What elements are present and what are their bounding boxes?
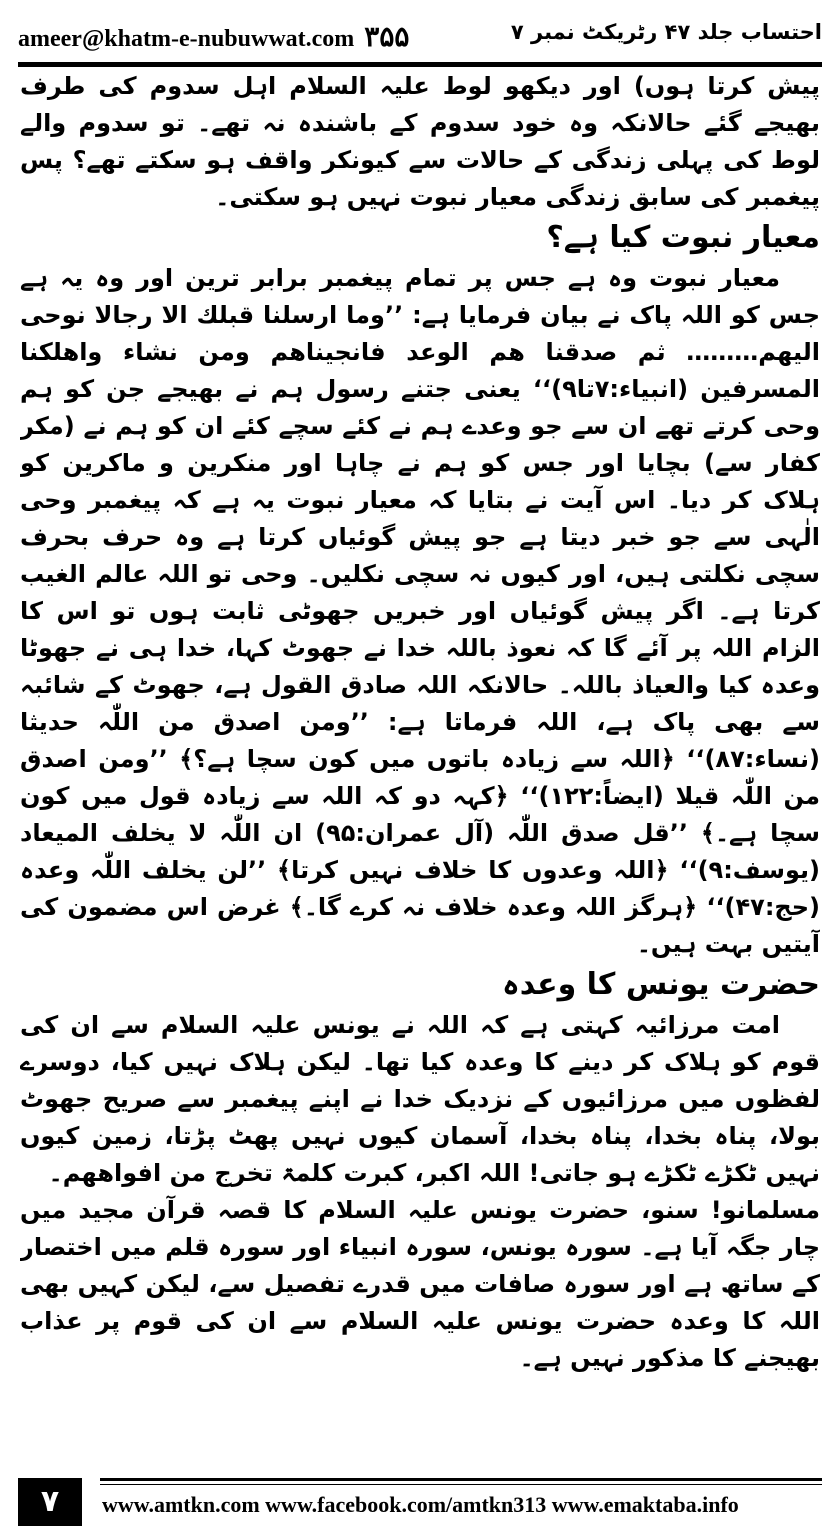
paragraph: مسلمانو! سنو، حضرت یونس علیہ السلام کا قصہ قرآن مجید میں چار جگہ آیا ہے۔ سورہ یونس، سورہ انبیاء اور سورہ قلم میں اختصار کے ساتھ ہے اور سورہ صافات میں قدرے تفصیل سے، لیکن کہیں بھی اللہ کا وعدہ حضرت یونس علیہ السلام سے ان کی قوم پر عذاب بھیجنے کا مذکور نہیں ہے۔ — [20, 1196, 820, 1372]
footer-page-number: ۷ — [18, 1478, 82, 1526]
page-header — [18, 6, 822, 62]
paragraph: امت مرزائیہ کہتی ہے کہ اللہ نے یونس علیہ السلام سے ان کی قوم کو ہلاک کر دینے کا وعدہ کیا تھا۔ لیکن ہلاک نہیں کیا، دوسرے لفظوں میں مرزائیوں کے نزدیک خدا نے اپنے پیغمبر سے صریح جھوٹ بولا، پناہ بخدا، پناہ بخدا، آسمان کیوں نہیں پھٹ پڑتا، زمین کیوں نہیں ٹکڑے ٹکڑے ہو جاتی! اللہ اکبر، کبرت کلمۃ تخرج من افواھھم۔ — [20, 1011, 820, 1187]
header-rule — [18, 62, 822, 67]
footer-links: www.amtkn.com www.facebook.com/amtkn313 www.emaktaba.info — [102, 1492, 739, 1517]
header-left — [18, 20, 409, 54]
page-body — [20, 68, 820, 1466]
paragraph: پیش کرتا ہوں) اور دیکھو لوط علیہ السلام اہل سدوم کی طرف بھیجے گئے حالانکہ وہ خود سدوم کے باشندہ نہ تھے۔ تو سدوم والے لوط کی پہلی زندگی کے حالات سے کیونکر واقف ہو سکتے تھے؟ پس پیغمبر کی سابق زندگی معیار نبوت نہیں ہو سکتی۔ — [20, 72, 820, 211]
footer-rule-thin — [100, 1484, 822, 1485]
section-heading: حضرت یونس کا وعدہ — [502, 967, 820, 1002]
header-email: ameer@khatm-e-nubuwwat.com — [18, 26, 355, 52]
header-book-title: احتساب جلد ۴۷ رٹریکٹ نمبر ۷ — [510, 20, 822, 44]
header-page-number: ۳۵۵ — [364, 22, 410, 53]
footer-rule — [100, 1478, 822, 1481]
section-heading: معیار نبوت کیا ہے؟ — [546, 220, 820, 255]
page-footer — [18, 1474, 822, 1534]
paragraph: معیار نبوت وہ ہے جس پر تمام پیغمبر برابر ترین اور وہ یہ ہے جس کو اللہ پاک نے بیان فرمایا ہے: ’’وما ارسلنا قبلك الا رجالا نوحی الیھم……… ثم صدقنا ھم الوعد فانجیناھم ومن نشاء واھلکنا المسرفین (انبیاء:۷تا۹)‘‘ یعنی جتنے رسول ہم نے بھیجے جن کو ہم وحی کرتے تھے ان سے جو وعدے ہم نے کئے سچے کئے ان کو ہم نے (مکر کفار سے) بچایا اور جس کو ہم نے چاہا اور منکرین و ماکرین کو ہلاک کر دیا۔ اس آیت نے بتایا کہ معیار نبوت یہ ہے کہ پیغمبر وحی الٰہی سے جو خبر دیتا ہے جو پیش گوئیاں کرتا ہے وہ حرف بحرف سچی نکلتی ہیں، اور کیوں نہ سچی نکلیں۔ وحی تو اللہ عالم الغیب کرتا ہے۔ اگر پیش گوئیاں اور خبریں جھوٹی ثابت ہوں تو اس کا الزام اللہ پر آئے گا کہ نعوذ باللہ خدا نے جھوٹ کہا، خدا ہی نے جھوٹا وعدہ کیا والعیاذ باللہ۔ حالانکہ اللہ صادق القول ہے، جھوٹ کے شائبہ سے بھی پاک ہے، اللہ فرماتا ہے: ’’ومن اصدق من اللّٰہ حدیثا (نساء:۸۷)‘‘ ﴿اللہ سے زیادہ باتوں میں کون سچا ہے؟﴾ ’’ومن اصدق من اللّٰہ قیلا (ایضاً:۱۲۲)‘‘ ﴿کہہ دو کہ اللہ سے زیادہ قول میں کون سچا ہے۔﴾ ’’قل صدق اللّٰہ (آل عمران:۹۵) ان اللّٰہ لا یخلف المیعاد (یوسف:۹)‘‘ ﴿اللہ وعدوں کا خلاف نہیں کرتا﴾ ’’لن یخلف اللّٰہ وعدہ (حج:۴۷)‘‘ ﴿ہرگز اللہ وعدہ خلاف نہ کرے گا۔﴾ غرض اس مضمون کی آیتیں بہت ہیں۔ — [20, 264, 820, 958]
